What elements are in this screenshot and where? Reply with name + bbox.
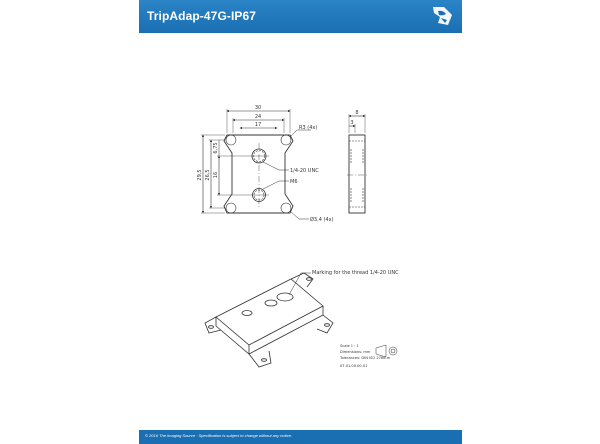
- dim-side-3: 3: [350, 120, 354, 126]
- dim-radius: R3 (4x): [299, 125, 318, 131]
- isometric-view: [205, 273, 333, 367]
- drawing-id-label: 07.01.00.00.01: [340, 364, 368, 368]
- imaging-source-logo-icon: [430, 3, 456, 29]
- side-view: [347, 114, 367, 213]
- dim-6-75: 6,75: [213, 142, 219, 154]
- page-title: TripAdap-47G-IP67: [147, 9, 257, 23]
- dim-30: 30: [254, 105, 262, 111]
- thread-unc-label: 1/4-20 UNC: [290, 168, 319, 174]
- scale-label: Scale 1 : 1: [340, 344, 359, 348]
- dim-side-8: 8: [355, 110, 359, 116]
- tolerances-label: Tolerances: DIN ISO 2768-m: [340, 356, 391, 360]
- dim-26-5: 26,5: [205, 169, 211, 181]
- hole-dia-label: Ø3,4 (4x): [310, 217, 334, 223]
- thread-m6-label: M6: [290, 179, 298, 185]
- header-bar: [139, 0, 462, 33]
- iso-marking-note: Marking for the thread 1/4-20 UNC: [312, 270, 399, 276]
- dim-24: 24: [254, 114, 262, 120]
- technical-drawing: [139, 33, 462, 430]
- dimensions-label: Dimensions: mm: [340, 350, 371, 354]
- dim-29-5: 29,5: [197, 169, 203, 181]
- footer-bar: [139, 430, 462, 444]
- footer-copyright: © 2016 The Imaging Source · Specification is subject to change without any notice.: [145, 433, 293, 438]
- dim-16: 16: [213, 171, 219, 179]
- dim-17: 17: [254, 122, 262, 128]
- drawing-canvas: [139, 33, 462, 430]
